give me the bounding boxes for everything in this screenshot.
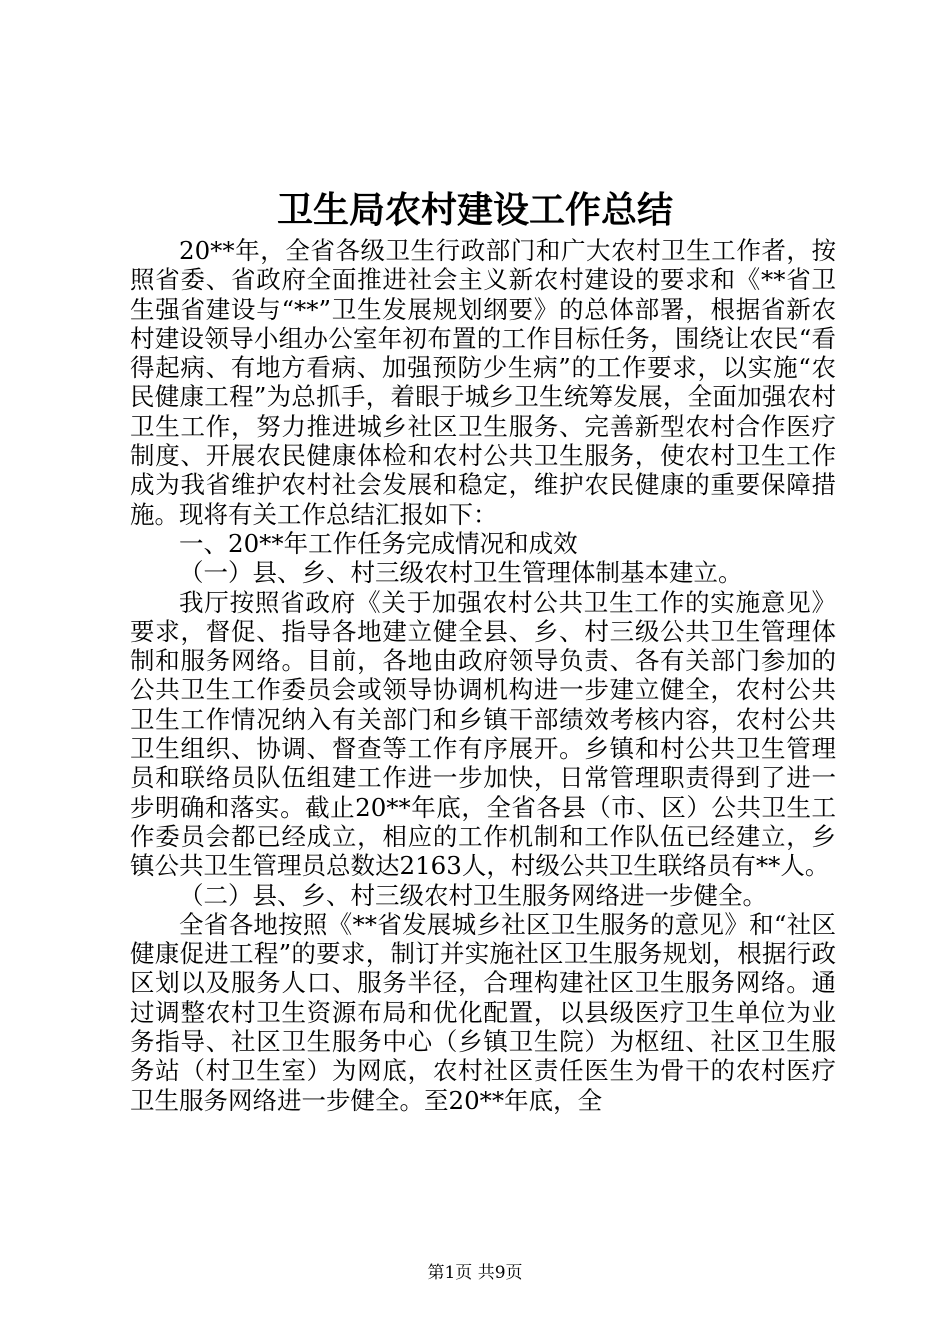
body-paragraph-1: 我厅按照省政府《关于加强农村公共卫生工作的实施意见》要求，督促、指导各地建立健全县、乡、村三级公共卫生管理体制和服务网络。目前，各地由政府领导负责、各有关部门参加的公共卫生工作委员会或领导协调机构进一步建立健全，农村公共卫生工作情况纳入有关部门和乡镇干部绩效考核内容，农村公共卫生组织、协调、督查等工作有序展开。乡镇和村公共卫生管理员和联络员队伍组建工作进一步加快，日常管理职责得到了进一步明确和落实。截止20**年底，全省各县（市、区）公共卫生工作委员会都已经成立，相应的工作机制和工作队伍已经建立，乡镇公共卫生管理员总数达2163人，村级公共卫生联络员有**人。 [130,587,836,881]
section-heading-1: 一、20**年工作任务完成情况和成效 [179,528,578,558]
body-paragraph-2: 全省各地按照《**省发展城乡社区卫生服务的意见》和“社区健康促进工程”的要求，制订并实施社区卫生服务规划，根据行政区划以及服务人口、服务半径，合理构建社区卫生服务网络。通过调整农村卫生资源布局和优化配置，以县级医疗卫生单位为业务指导、社区卫生服务中心（乡镇卫生院）为枢纽、社区卫生服务站（村卫生室）为网底，农村社区责任医生为骨干的农村医疗卫生服务网络进一步健全。至20**年底，全 [130,909,836,1115]
intro-paragraph: 20**年，全省各级卫生行政部门和广大农村卫生工作者，按照省委、省政府全面推进社会主义新农村建设的要求和《**省卫生强省建设与“**”卫生发展规划纲要》的总体部署，根据省新农村建设领导小组办公室年初布置的工作目标任务，围绕让农民“看得起病、有地方看病、加强预防少生病”的工作要求，以实施“农民健康工程”为总抓手，着眼于城乡卫生统筹发展，全面加强农村卫生工作，努力推进城乡社区卫生服务、完善新型农村合作医疗制度、开展农民健康体检和农村公共卫生服务，使农村卫生工作成为我省维护农村社会发展和稳定，维护农民健康的重要保障措施。现将有关工作总结汇报如下： [130,236,836,529]
subsection-heading-1: （一）县、乡、村三级农村卫生管理体制基本建立。 [179,558,743,588]
document-title: 卫生局农村建设工作总结 [276,189,673,231]
subsection-heading-2: （二）县、乡、村三级农村卫生服务网络进一步健全。 [179,880,767,910]
document-body [130,236,836,1115]
page-number-footer: 第1页 共9页 [427,1263,523,1283]
